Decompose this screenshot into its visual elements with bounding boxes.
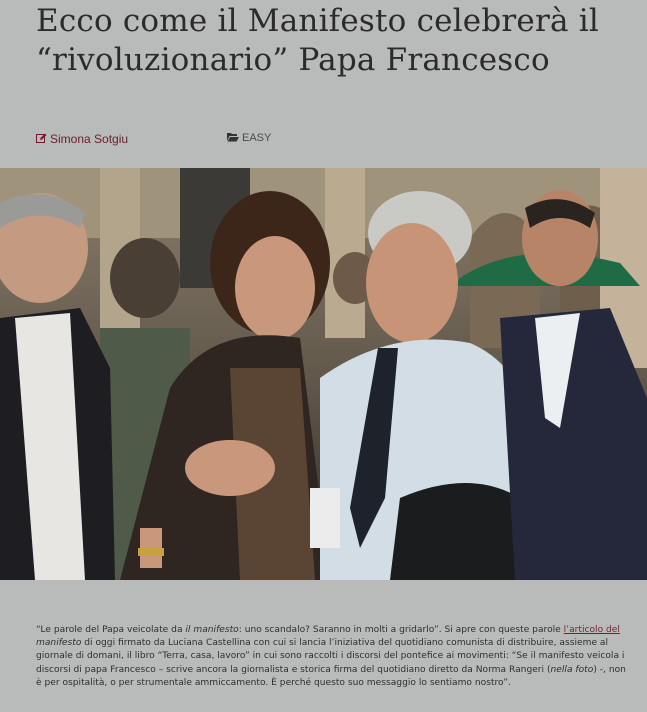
body-text-1: “Le parole del Papa veicolate da — [36, 625, 186, 635]
body-emphasis-photo: nella foto — [550, 664, 594, 675]
article-link[interactable]: l’articolo del — [563, 625, 620, 635]
body-text-5: con cui si lancia l’iniziativa del quotidiano comunista di distribuire, assieme al giornale di domani, il libro “Terra, casa, lavoro” in cui sono raccolti i discorsi del pontefice ai movimenti: “Se il manifesto veicola i discorsi di papa Francesco – scrive ancora la giornalista e storica firma del quotidiano diretto da — [36, 638, 625, 675]
body-text-7: ) -, non è per ospitalità, o per strumentale ammiccamento. È perché questo suo messaggio lo sentiamo nostro”. — [36, 664, 626, 688]
body-text-2: : uno scandalo? Saranno in molti a gridarlo”. Si apre con queste parole — [238, 625, 564, 635]
author-link[interactable] — [36, 132, 128, 146]
body-emphasis-manifesto-2: manifesto — [36, 638, 82, 649]
body-text-6: ( — [544, 664, 551, 675]
article-title: Ecco come il Manifesto celebrerà il “rivoluzionario” Papa Francesco — [36, 3, 599, 78]
person-name-castellina: Luciana Castellina — [168, 638, 251, 649]
body-text-4: di oggi firmato da — [81, 638, 168, 649]
category-label: EASY — [242, 132, 272, 144]
folder-open-icon — [227, 132, 239, 142]
person-name-rangeri: Norma Rangeri — [475, 664, 545, 675]
article-body — [36, 624, 630, 690]
body-emphasis-manifesto: il manifesto — [185, 625, 239, 635]
article-photo — [0, 168, 647, 580]
pencil-square-icon — [36, 133, 47, 144]
article-meta — [36, 132, 647, 148]
author-name: Simona Sotgiu — [50, 132, 129, 146]
category-link[interactable] — [227, 132, 271, 144]
